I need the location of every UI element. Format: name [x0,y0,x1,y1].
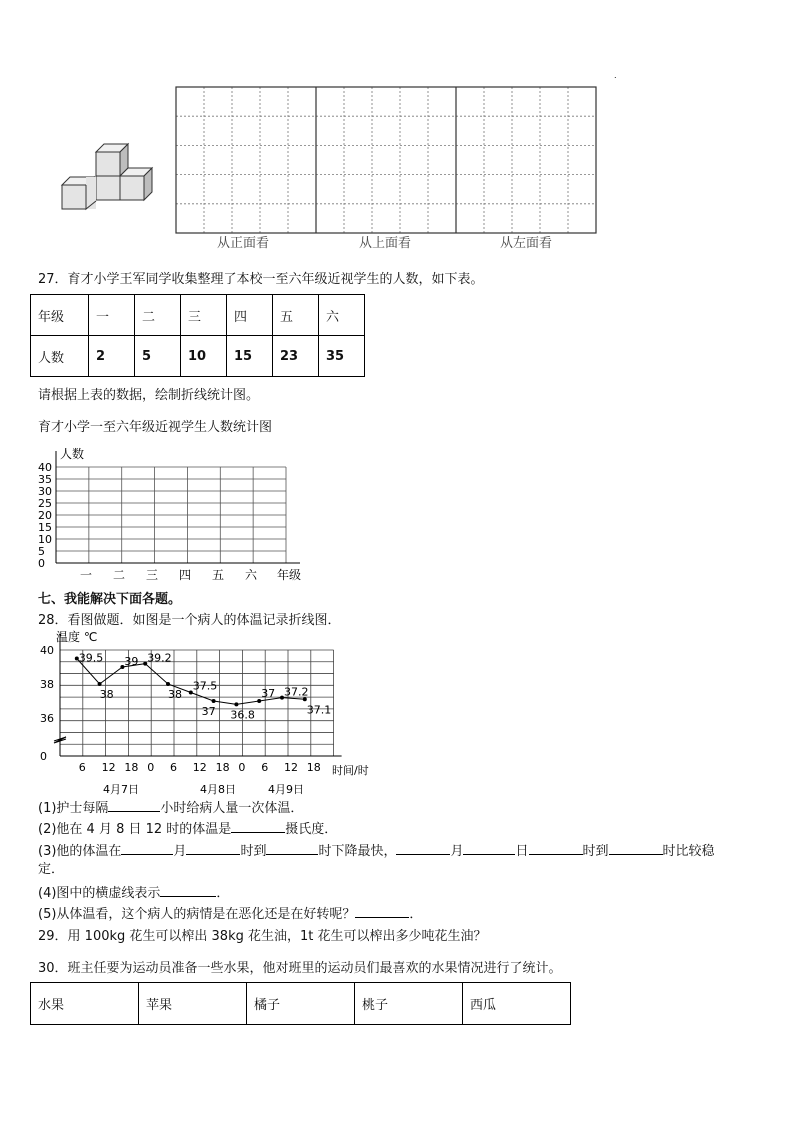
x-tick-label: 6 [170,761,177,774]
y-tick-label: 20 [38,509,52,522]
table-row [31,336,365,377]
table-cell: 35 [319,336,365,377]
data-label: 38 [168,688,182,701]
answer-blank[interactable] [355,904,409,918]
y-tick-label: 36 [40,712,54,725]
x-tick-label: 四 [179,568,192,582]
sub3-text-d: 时下降最快， [318,844,397,859]
cube-figure [55,135,165,220]
sub3-text-b: 月 [173,844,187,859]
table-cell: 23 [273,336,319,377]
table-cell: 一 [89,295,135,336]
y-tick-label: 5 [38,545,45,558]
sub5-text-a: (5)从体温看，这个病人的病情是在恶化还是在好转呢？ [38,907,356,922]
view-grids [170,70,617,260]
label-top-view: 从上面看 [359,236,412,251]
data-label: 37.5 [192,679,218,693]
data-label: 37 [201,705,216,718]
sub3-text-e: 月 [450,844,464,859]
q30-intro: 30．班主任要为运动员准备一些水果，他对班里的运动员们最喜欢的水果情况进行了统计。 [38,961,562,976]
table-cell: 水果 [31,983,139,1025]
data-label: 39.5 [78,651,104,665]
answer-blank[interactable] [186,841,240,855]
answer-blank[interactable] [396,841,450,855]
sub3-text-a: (3)他的体温在 [38,844,122,859]
answer-blank[interactable] [108,798,160,812]
date-label: 4月9日 [268,783,304,796]
answer-blank[interactable] [529,841,583,855]
answer-blank[interactable] [609,841,663,855]
x-tick-label: 12 [284,761,298,774]
fruit-table [30,982,571,1025]
sub3-text-c: 时到 [240,844,267,859]
answer-blank[interactable] [160,883,216,897]
date-label: 4月8日 [200,783,236,796]
sub3-text-f: 日 [515,844,529,859]
table-cell: 15 [227,336,273,377]
x-axis-label: 时间/时 [332,764,369,777]
data-label: 37.1 [306,703,332,717]
data-point [166,682,170,686]
sub4-text-a: (4)图中的横虚线表示 [38,886,161,901]
table-cell: 2 [89,336,135,377]
table-row [31,983,571,1025]
table-cell: 人数 [31,336,89,377]
sub3-text-g: 时到 [582,844,609,859]
x-tick-label: 0 [238,761,246,774]
x-tick-label: 18 [306,761,321,774]
table-cell: 5 [135,336,181,377]
table-cell: 六 [319,295,365,336]
y-tick-label: 10 [38,533,52,546]
y-tick-label: 40 [40,644,54,657]
sub2-text-a: (2)他在 4 月 8 日 12 时的体温是 [38,822,232,837]
y-tick-label: 38 [40,678,54,691]
y-tick-label: 15 [38,521,52,534]
q27-instruction: 请根据上表的数据，绘制折线统计图。 [38,388,260,403]
y-tick-label: 25 [38,497,52,510]
sub3-text-h: 时比较稳 [662,844,715,859]
data-label: 39 [124,655,139,668]
section-7-heading: 七、我能解决下面各题。 [38,592,182,607]
x-tick-label: 12 [101,761,116,774]
myopia-table [30,294,365,377]
answer-blank[interactable] [121,841,173,855]
sub1-text-b: 小时给病人量一次体温． [160,801,304,816]
y-tick-label: 35 [38,473,52,486]
x-tick-label: 6 [78,761,86,774]
answer-blank[interactable] [266,841,318,855]
x-tick-label: 18 [124,761,139,774]
table-cell: 二 [135,295,181,336]
x-tick-label: 六 [245,568,258,582]
x-tick-label: 18 [215,761,230,774]
x-tick-label: 二 [113,568,126,582]
q28-sub1 [38,798,303,817]
x-tick-label: 0 [147,761,155,774]
q28-sub4 [38,883,229,902]
date-label: 4月7日 [103,783,139,796]
x-tick-label: 12 [192,761,207,774]
table-cell: 西瓜 [463,983,571,1025]
table-cell: 年级 [31,295,89,336]
data-point [234,702,238,706]
y-tick-label: 30 [38,485,52,498]
temperature-line-chart [30,630,390,800]
x-tick-label: 五 [212,568,225,582]
data-label: 39.2 [147,651,172,665]
y-axis-label: 人数 [60,447,85,461]
y-tick-label: 0 [40,750,47,763]
q28-sub2 [38,819,337,838]
q28-sub3 [38,841,715,860]
answer-blank[interactable] [231,819,285,833]
table-cell: 桃子 [355,983,463,1025]
table-row [31,295,365,336]
sub5-text-b: ． [409,907,423,922]
table-cell: 10 [181,336,227,377]
data-point [98,682,102,686]
y-tick-label: 0 [38,557,45,570]
empty-line-chart-grid [30,443,320,583]
q28-sub5 [38,904,422,923]
x-tick-label: 6 [261,761,269,774]
sub2-text-b: 摄氏度． [285,822,338,837]
data-label: 37.2 [284,685,309,699]
q28-sub3-cont: 定． [38,862,65,877]
svg-text:.: . [614,71,617,80]
data-label: 38 [99,688,114,701]
label-left-view: 从左面看 [500,236,553,251]
q27-chart-title: 育才小学一至六年级近视学生人数统计图 [38,420,273,435]
table-cell: 橘子 [247,983,355,1025]
table-cell: 三 [181,295,227,336]
sub4-text-b: ． [216,886,230,901]
sub1-text-a: (1)护士每隔 [38,801,109,816]
data-label: 37 [261,687,276,700]
table-cell: 四 [227,295,273,336]
label-front-view: 从正面看 [217,236,270,251]
y-tick-label: 40 [38,461,52,474]
x-tick-label: 一 [80,568,93,582]
q28-intro: 28．看图做题．如图是一个病人的体温记录折线图． [38,613,341,628]
y-axis-label: 温度 ℃ [56,630,98,644]
q27-intro: 27．育才小学王军同学收集整理了本校一至六年级近视学生的人数，如下表。 [38,272,484,287]
data-label: 36.8 [230,708,255,722]
x-tick-label: 三 [146,568,159,582]
table-cell: 五 [273,295,319,336]
x-axis-label: 年级 [277,568,302,582]
table-cell: 苹果 [139,983,247,1025]
q29: 29．用 100kg 花生可以榨出 38kg 花生油，1t 花生可以榨出多少吨花生油？ [38,929,487,944]
answer-blank[interactable] [463,841,515,855]
data-point [212,699,216,703]
